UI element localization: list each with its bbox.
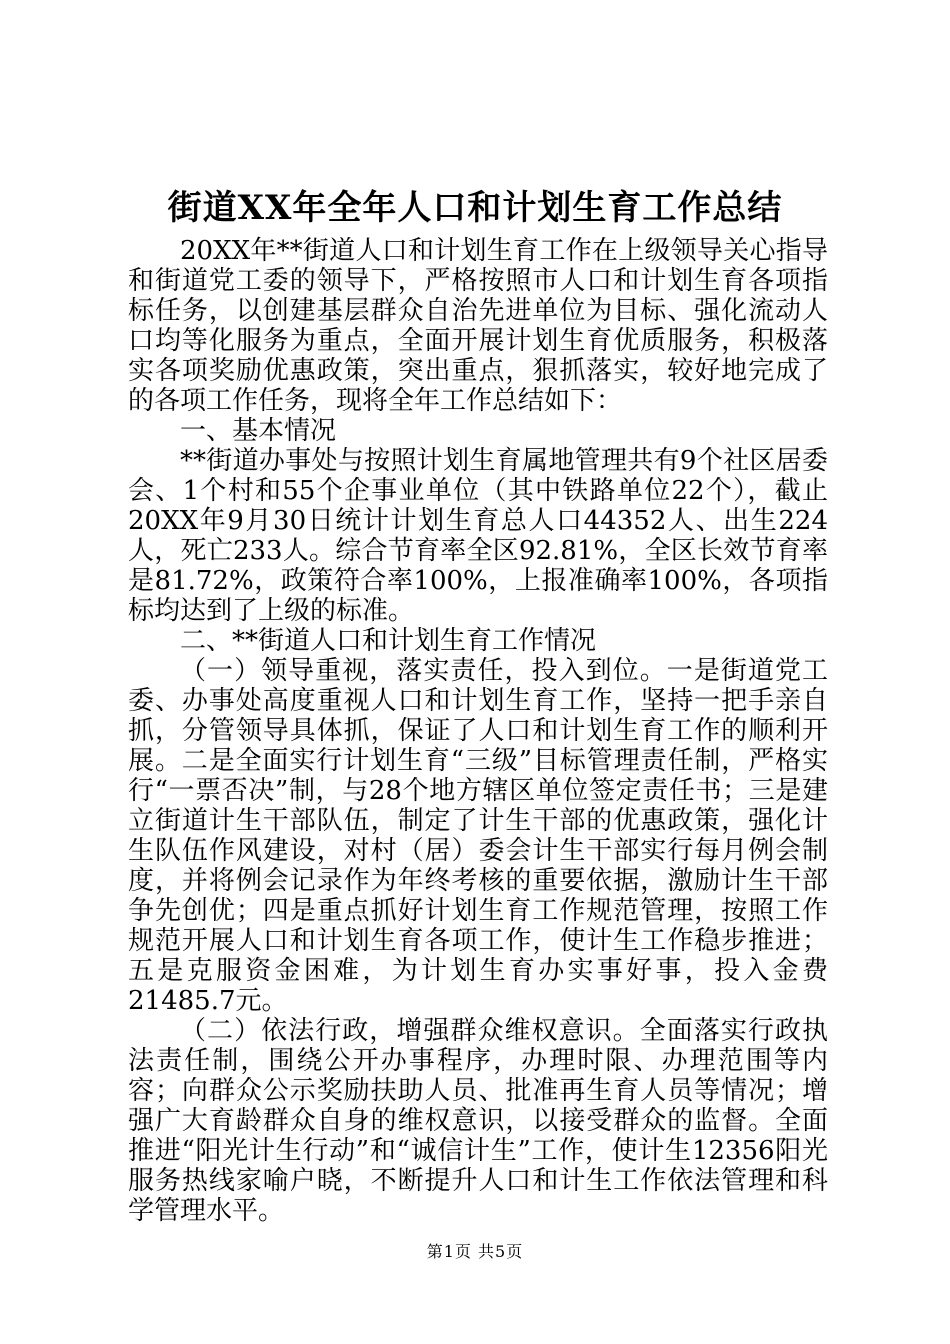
intro-paragraph: 20XX年**街道人口和计划生育工作在上级领导关心指导和街道党工委的领导下，严格按照市人口和计划生育各项指标任务，以创建基层群众自治先进单位为目标、强化流动人口均等化服务为重点，全面开展计划生育优质服务，积极落实各项奖励优惠政策，突出重点，狠抓落实，较好地完成了的各项工作任务，现将全年工作总结如下： <box>128 236 828 416</box>
section-heading-basic-situation: 一、基本情况 <box>180 416 337 446</box>
document-title: 街道XX年全年人口和计划生育工作总结 <box>167 188 783 228</box>
document-body <box>128 236 828 1226</box>
section-heading-work-situation: 二、**街道人口和计划生育工作情况 <box>180 626 597 656</box>
work-paragraph-1: （一）领导重视，落实责任，投入到位。一是街道党工委、办事处高度重视人口和计划生育工作，坚持一把手亲自抓，分管领导具体抓，保证了人口和计划生育工作的顺利开展。二是全面实行计划生育“三级”目标管理责任制，严格实行“一票否决”制，与28个地方辖区单位签定责任书；三是建立街道计生干部队伍，制定了计生干部的优惠政策，强化计生队伍作风建设，对村（居）委会计生干部实行每月例会制度，并将例会记录作为年终考核的重要依据，激励计生干部争先创优；四是重点抓好计划生育工作规范管理，按照工作规范开展人口和计划生育各项工作，使计生工作稳步推进；五是克服资金困难，为计划生育办实事好事，投入金费21485.7元。 <box>128 656 828 1016</box>
page-footer: 第1页 共5页 <box>426 1242 524 1261</box>
work-paragraph-2: （二）依法行政，增强群众维权意识。全面落实行政执法责任制，围绕公开办事程序，办理时限、办理范围等内容；向群众公示奖励扶助人员、批准再生育人员等情况；增强广大育龄群众自身的维权意识，以接受群众的监督。全面推进“阳光计生行动”和“诚信计生”工作，使计生12356阳光服务热线家喻户晓，不断提升人口和计生工作依法管理和科学管理水平。 <box>128 1016 828 1226</box>
basic-situation-paragraph: **街道办事处与按照计划生育属地管理共有9个社区居委会、1个村和55个企事业单位（其中铁路单位22个），截止20XX年9月30日统计计划生育总人口44352人、出生224人，死亡233人。综合节育率全区92.81%，全区长效节育率是81.72%，政策符合率100%，上报准确率100%，各项指标均达到了上级的标准。 <box>128 446 828 626</box>
